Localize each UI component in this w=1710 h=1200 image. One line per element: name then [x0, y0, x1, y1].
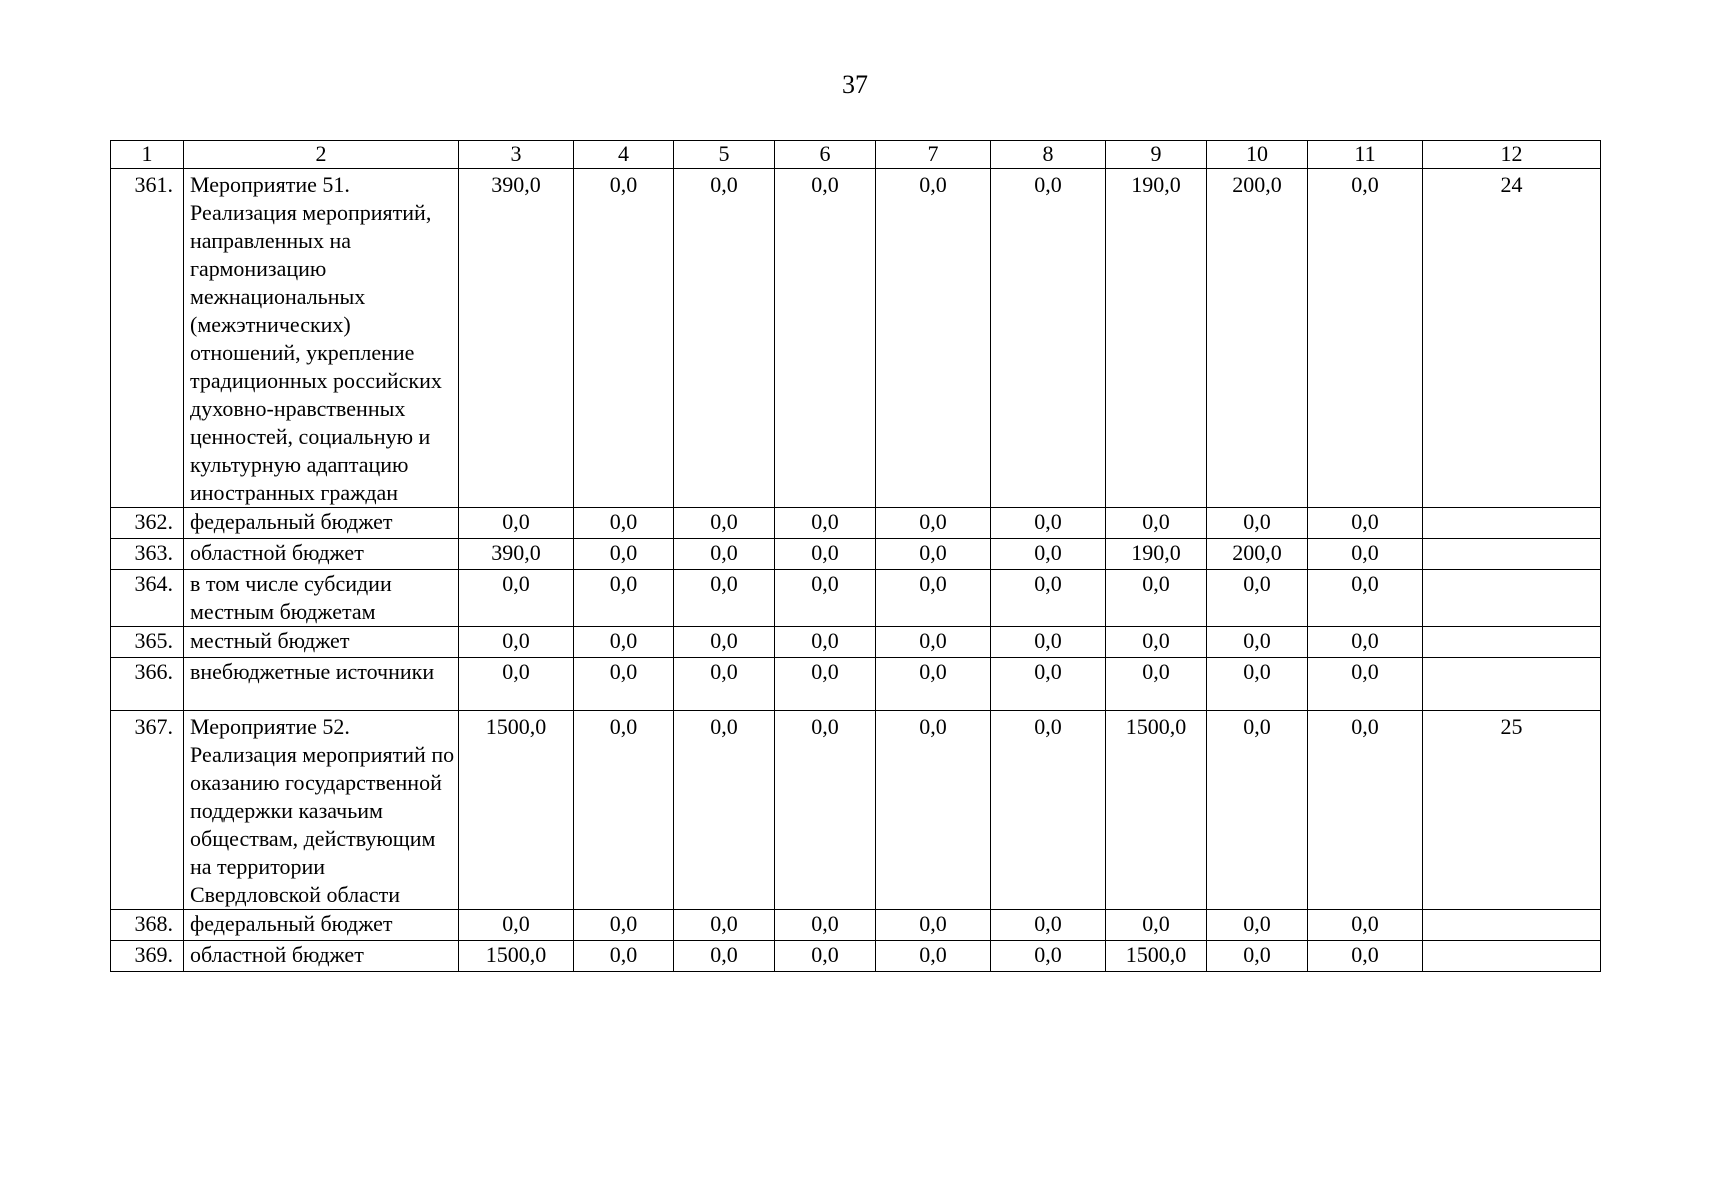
- value-cell: 0,0: [1106, 910, 1207, 941]
- value-cell: 0,0: [1308, 658, 1423, 711]
- table-row: [111, 711, 1601, 910]
- value-cell: 0,0: [1308, 570, 1423, 627]
- target-cell: 24: [1423, 169, 1601, 508]
- value-cell: 0,0: [991, 910, 1106, 941]
- value-cell: 0,0: [1308, 910, 1423, 941]
- row-name: федеральный бюджет: [184, 508, 459, 539]
- row-name: в том числе субсидии местным бюджетам: [184, 570, 459, 627]
- value-cell: 0,0: [775, 508, 876, 539]
- value-cell: 0,0: [574, 941, 674, 972]
- row-name: областной бюджет: [184, 539, 459, 570]
- table-row: [111, 539, 1601, 570]
- value-cell: 0,0: [991, 539, 1106, 570]
- row-name: федеральный бюджет: [184, 910, 459, 941]
- value-cell: 0,0: [1308, 627, 1423, 658]
- value-cell: 190,0: [1106, 169, 1207, 508]
- row-number: 366.: [111, 658, 184, 711]
- value-cell: 0,0: [876, 941, 991, 972]
- column-header: 1: [111, 141, 184, 169]
- value-cell: 0,0: [1106, 508, 1207, 539]
- value-cell: 0,0: [991, 711, 1106, 910]
- value-cell: 0,0: [674, 570, 775, 627]
- target-cell: [1423, 508, 1601, 539]
- value-cell: 0,0: [674, 658, 775, 711]
- value-cell: 0,0: [1106, 627, 1207, 658]
- target-cell: [1423, 910, 1601, 941]
- value-cell: 0,0: [991, 627, 1106, 658]
- value-cell: 0,0: [1308, 941, 1423, 972]
- budget-table: [110, 140, 1601, 972]
- table-row: [111, 658, 1601, 711]
- page-number: 37: [842, 70, 868, 99]
- value-cell: 200,0: [1207, 169, 1308, 508]
- value-cell: 0,0: [775, 711, 876, 910]
- column-header: 8: [991, 141, 1106, 169]
- row-number: 361.: [111, 169, 184, 508]
- row-number: 365.: [111, 627, 184, 658]
- value-cell: 0,0: [1308, 711, 1423, 910]
- value-cell: 0,0: [991, 658, 1106, 711]
- value-cell: 0,0: [674, 508, 775, 539]
- table-row: [111, 570, 1601, 627]
- table-row: [111, 941, 1601, 972]
- column-header: 2: [184, 141, 459, 169]
- table-row: [111, 627, 1601, 658]
- value-cell: 0,0: [574, 910, 674, 941]
- value-cell: 0,0: [1207, 508, 1308, 539]
- value-cell: 1500,0: [1106, 711, 1207, 910]
- value-cell: 0,0: [876, 570, 991, 627]
- column-header: 9: [1106, 141, 1207, 169]
- value-cell: 200,0: [1207, 539, 1308, 570]
- value-cell: 0,0: [876, 910, 991, 941]
- value-cell: 390,0: [459, 169, 574, 508]
- row-name: Мероприятие 51. Реализация мероприятий, направленных на гармонизацию межнациональных (межэтнических) отношений, укрепление традиционных российских духовно-нравственных ценностей, социальную и культурную адаптацию иностранных граждан: [184, 169, 459, 508]
- value-cell: 0,0: [775, 570, 876, 627]
- value-cell: 0,0: [459, 508, 574, 539]
- target-cell: 25: [1423, 711, 1601, 910]
- row-name: внебюджетные источники: [184, 658, 459, 711]
- value-cell: 0,0: [574, 627, 674, 658]
- value-cell: 0,0: [459, 570, 574, 627]
- value-cell: 0,0: [991, 169, 1106, 508]
- value-cell: 190,0: [1106, 539, 1207, 570]
- value-cell: 0,0: [1207, 627, 1308, 658]
- row-number: 364.: [111, 570, 184, 627]
- value-cell: 0,0: [1207, 711, 1308, 910]
- value-cell: 0,0: [574, 658, 674, 711]
- column-header: 5: [674, 141, 775, 169]
- value-cell: 0,0: [674, 941, 775, 972]
- value-cell: 390,0: [459, 539, 574, 570]
- row-name: местный бюджет: [184, 627, 459, 658]
- row-name: Мероприятие 52. Реализация мероприятий по оказанию государственной поддержки казачьим обществам, действующим на территории Свердловской области: [184, 711, 459, 910]
- value-cell: 0,0: [775, 539, 876, 570]
- value-cell: 0,0: [1308, 508, 1423, 539]
- value-cell: 0,0: [1106, 658, 1207, 711]
- table-row: [111, 508, 1601, 539]
- value-cell: 0,0: [674, 910, 775, 941]
- row-number: 362.: [111, 508, 184, 539]
- target-cell: [1423, 941, 1601, 972]
- value-cell: 0,0: [1308, 539, 1423, 570]
- value-cell: 0,0: [674, 169, 775, 508]
- value-cell: 1500,0: [1106, 941, 1207, 972]
- value-cell: 0,0: [1207, 941, 1308, 972]
- value-cell: 0,0: [775, 910, 876, 941]
- value-cell: 0,0: [876, 539, 991, 570]
- value-cell: 0,0: [574, 711, 674, 910]
- value-cell: 0,0: [991, 508, 1106, 539]
- column-header: 11: [1308, 141, 1423, 169]
- value-cell: 0,0: [459, 658, 574, 711]
- table-header-row: [111, 141, 1601, 169]
- value-cell: 0,0: [1207, 658, 1308, 711]
- column-header: 6: [775, 141, 876, 169]
- value-cell: 0,0: [775, 169, 876, 508]
- value-cell: 0,0: [674, 627, 775, 658]
- value-cell: 0,0: [991, 941, 1106, 972]
- value-cell: 1500,0: [459, 941, 574, 972]
- value-cell: 0,0: [876, 508, 991, 539]
- table-row: [111, 910, 1601, 941]
- value-cell: 0,0: [876, 169, 991, 508]
- value-cell: 0,0: [775, 658, 876, 711]
- value-cell: 0,0: [775, 941, 876, 972]
- value-cell: 0,0: [574, 539, 674, 570]
- row-name: областной бюджет: [184, 941, 459, 972]
- column-header: 3: [459, 141, 574, 169]
- value-cell: 0,0: [1207, 570, 1308, 627]
- value-cell: 0,0: [574, 570, 674, 627]
- value-cell: 0,0: [991, 570, 1106, 627]
- value-cell: 0,0: [775, 627, 876, 658]
- target-cell: [1423, 539, 1601, 570]
- value-cell: 0,0: [674, 711, 775, 910]
- row-number: 367.: [111, 711, 184, 910]
- target-cell: [1423, 658, 1601, 711]
- value-cell: 0,0: [574, 169, 674, 508]
- value-cell: 0,0: [459, 627, 574, 658]
- column-header: 10: [1207, 141, 1308, 169]
- value-cell: 1500,0: [459, 711, 574, 910]
- value-cell: 0,0: [459, 910, 574, 941]
- column-header: 12: [1423, 141, 1601, 169]
- value-cell: 0,0: [1308, 169, 1423, 508]
- column-header: 4: [574, 141, 674, 169]
- value-cell: 0,0: [876, 627, 991, 658]
- value-cell: 0,0: [574, 508, 674, 539]
- row-number: 363.: [111, 539, 184, 570]
- row-number: 368.: [111, 910, 184, 941]
- row-number: 369.: [111, 941, 184, 972]
- target-cell: [1423, 570, 1601, 627]
- target-cell: [1423, 627, 1601, 658]
- value-cell: 0,0: [674, 539, 775, 570]
- table-row: [111, 169, 1601, 508]
- value-cell: 0,0: [876, 658, 991, 711]
- column-header: 7: [876, 141, 991, 169]
- value-cell: 0,0: [1106, 570, 1207, 627]
- value-cell: 0,0: [1207, 910, 1308, 941]
- value-cell: 0,0: [876, 711, 991, 910]
